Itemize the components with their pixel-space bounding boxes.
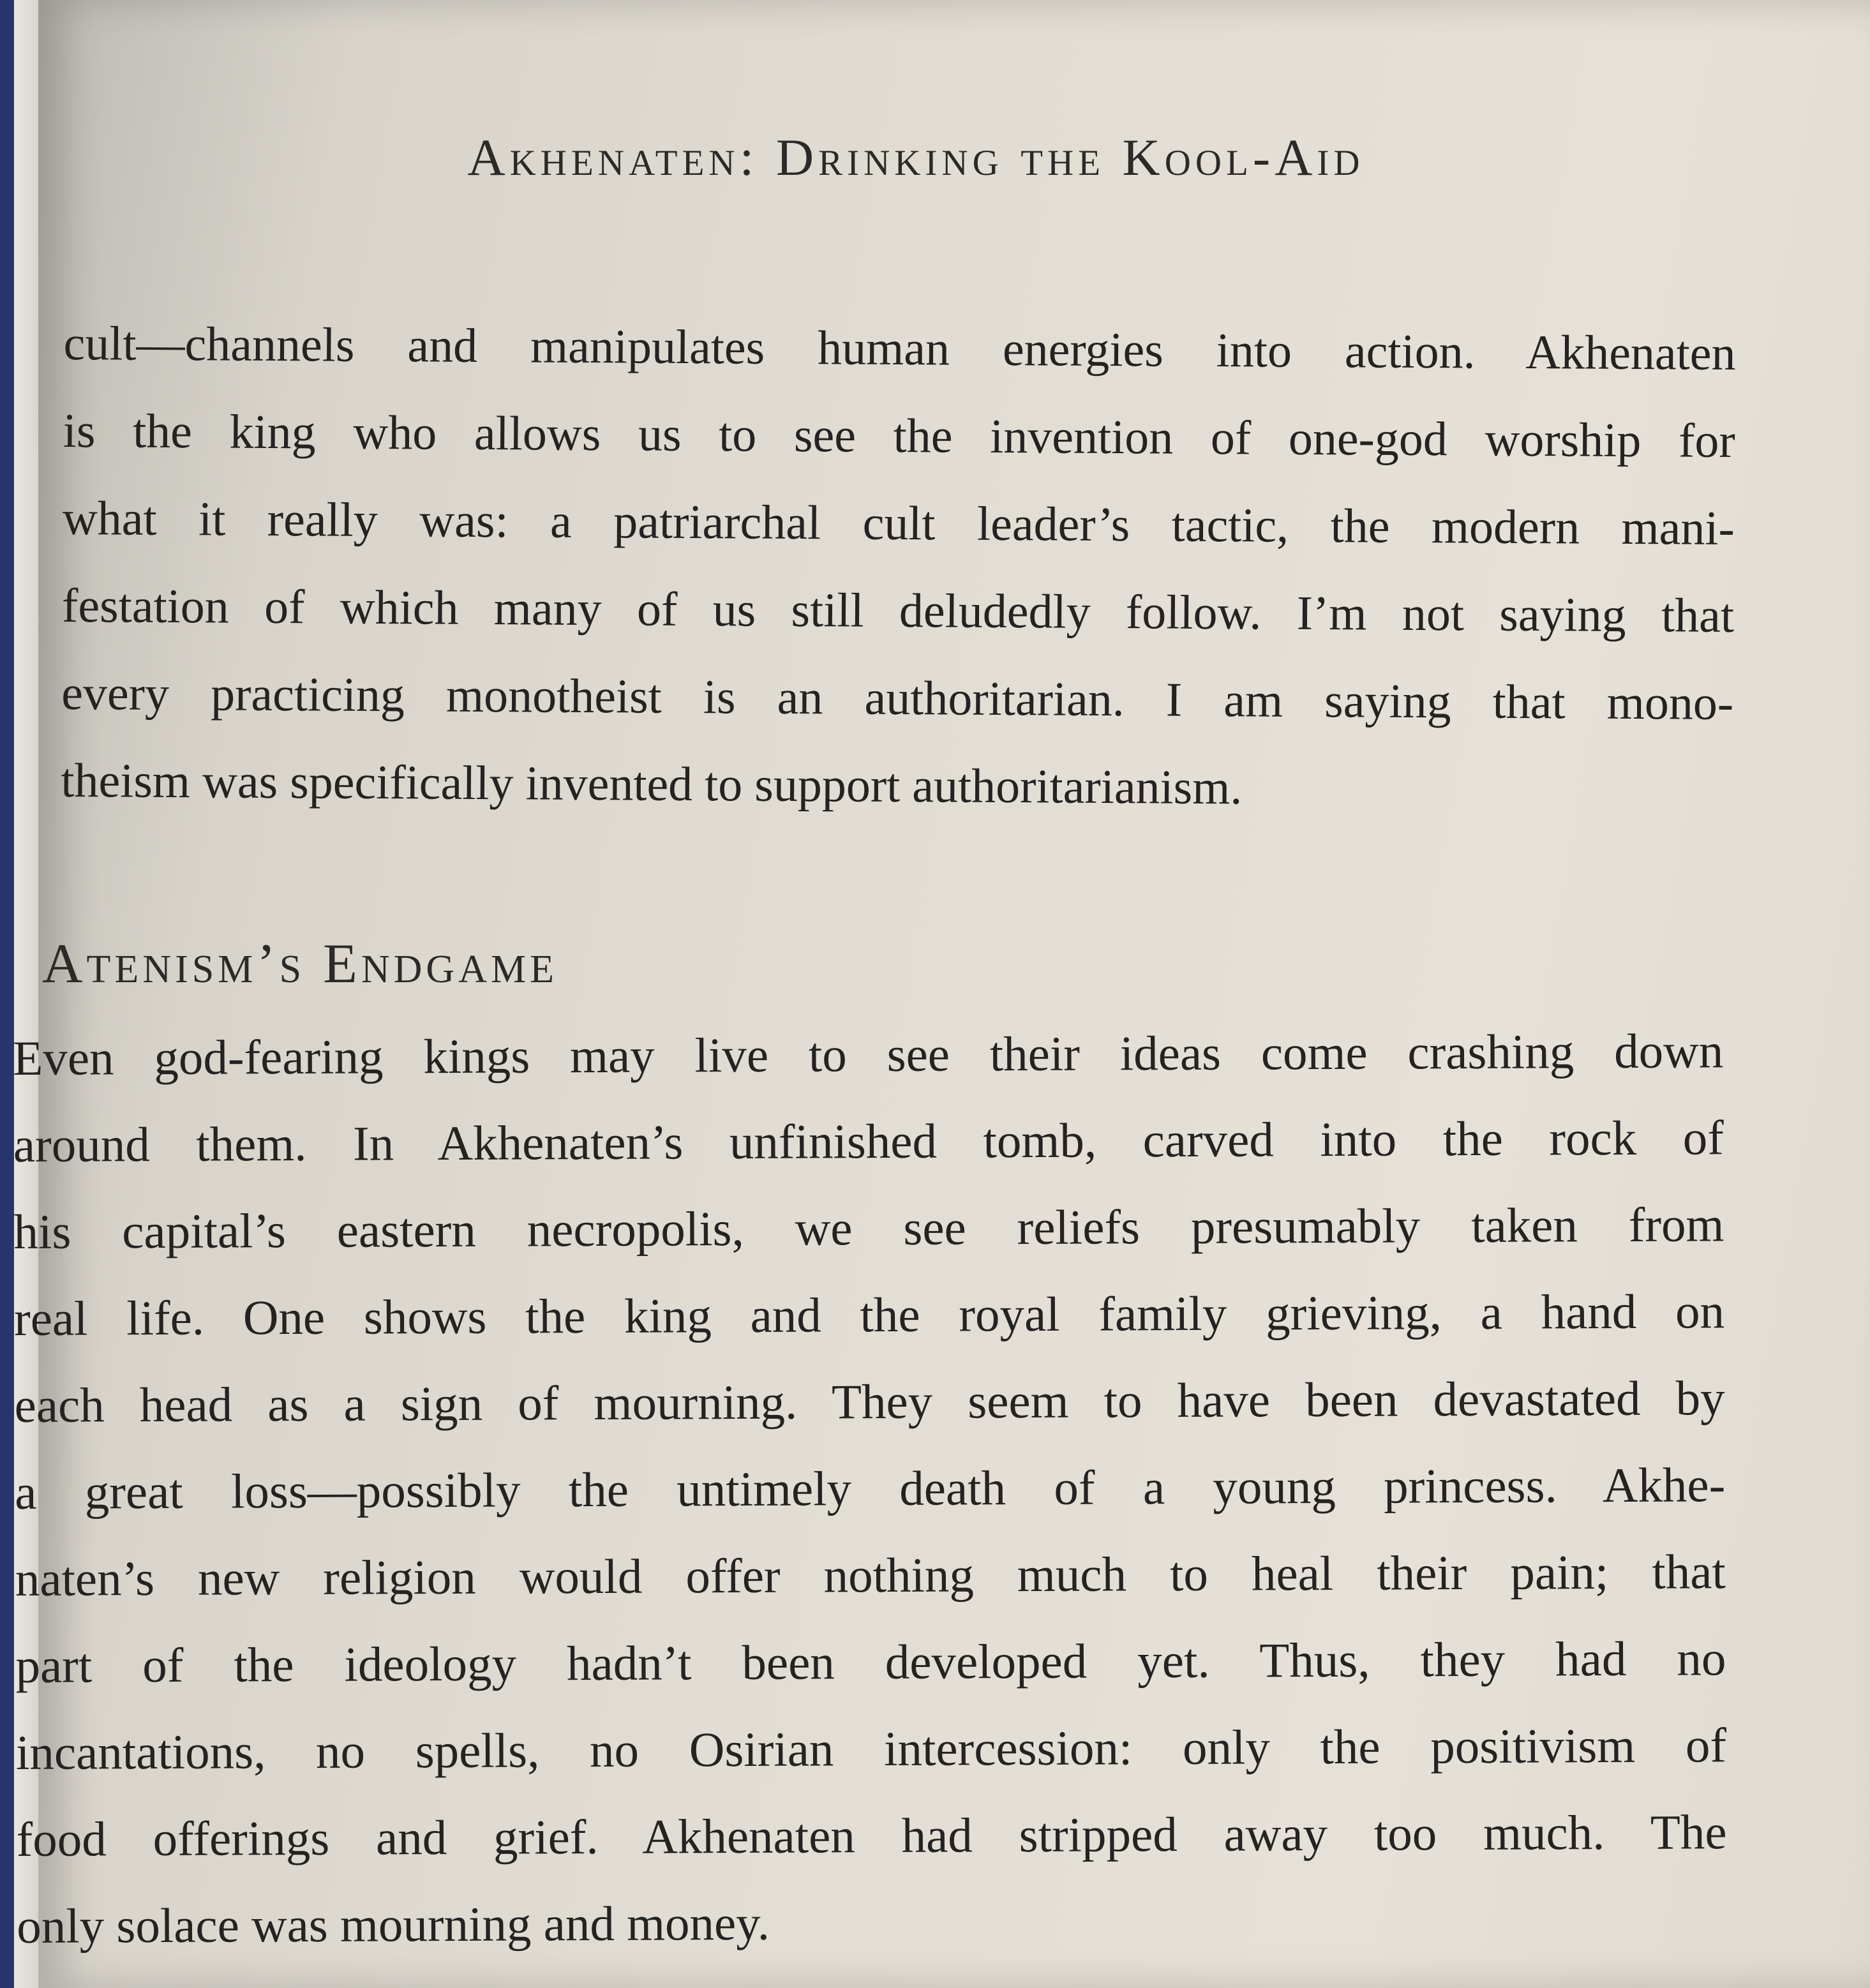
book-page: [13, 0, 1870, 1988]
paragraph-2: [13, 1007, 1728, 1969]
text-line: real life. One shows the king and the royal family grieving, a hand on: [13, 1283, 1725, 1346]
text-line: only solace was mourning and money.: [17, 1895, 770, 1954]
text-line: what it really was: a patriarchal cult leader’s tactic, the modern mani-: [62, 491, 1735, 555]
text-line: every practicing monotheist is an authoritarian. I am saying that mono-: [61, 666, 1734, 730]
text-line: each head as a sign of mourning. They seem to have been devastated by: [14, 1370, 1725, 1433]
text-line: cult—channels and manipulates human energies into action. Akhenaten: [63, 316, 1736, 381]
text-line: around them. In Akhenaten’s unfinished tomb, carved into the rock of: [13, 1110, 1724, 1172]
text-line: food offerings and grief. Akhenaten had stripped away too much. The: [16, 1804, 1727, 1867]
text-line: naten’s new religion would offer nothing much to heal their pain; that: [15, 1544, 1726, 1606]
text-line: his capital’s eastern necropolis, we see reliefs presumably taken from: [13, 1197, 1724, 1259]
book-cover-edge: [0, 0, 14, 1988]
text-line: theism was specifically invented to support authoritarianism.: [61, 753, 1243, 815]
section-heading: Atenism’s Endgame: [42, 933, 558, 995]
paragraph-1: [61, 300, 1736, 835]
running-head: Akhenaten: Drinking the Kool-Aid: [467, 128, 1365, 186]
text-line: a great loss—possibly the untimely death of a young princess. Akhe-: [15, 1457, 1726, 1520]
text-line: festation of which many of us still deludedly follow. I’m not saying that: [61, 578, 1735, 643]
text-line: Even god-fearing kings may live to see their ideas come crashing down: [13, 1023, 1724, 1086]
text-line: incantations, no spells, no Osirian intercession: only the positivism of: [15, 1717, 1727, 1780]
text-line: part of the ideology hadn’t been developed yet. Thus, they had no: [15, 1631, 1726, 1693]
text-line: is the king who allows us to see the invention of one-god worship for: [63, 403, 1735, 468]
